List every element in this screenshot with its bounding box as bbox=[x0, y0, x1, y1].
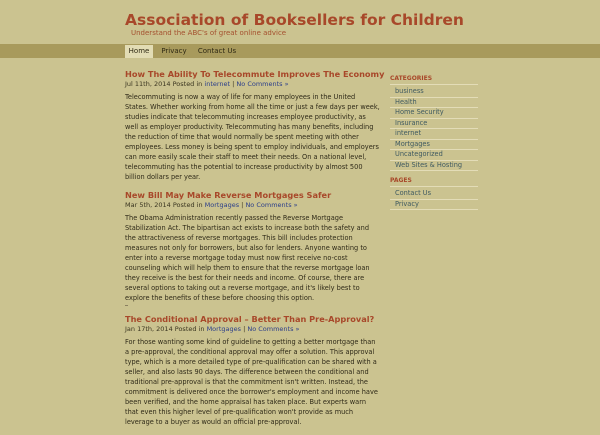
meta-separator: | bbox=[230, 80, 237, 88]
category-item-uncategorized[interactable]: Uncategorized bbox=[390, 150, 478, 161]
category-item-insurance[interactable]: Insurance bbox=[390, 119, 478, 130]
meta-separator: | bbox=[241, 325, 248, 333]
category-item-health[interactable]: Health bbox=[390, 98, 478, 109]
site-description: Understand the ABC's of great online advice bbox=[131, 29, 287, 37]
post-title[interactable]: The Conditional Approval – Better Than Pre-Approval? bbox=[125, 314, 375, 324]
post-category-link[interactable]: Mortgages bbox=[206, 325, 241, 333]
post-comments-link[interactable]: No Comments » bbox=[247, 325, 300, 333]
nav-contact-us[interactable]: Contact Us bbox=[197, 47, 237, 55]
main-nav bbox=[0, 44, 600, 58]
post-comments-link[interactable]: No Comments » bbox=[236, 80, 289, 88]
post bbox=[125, 190, 380, 306]
post-category-link[interactable]: Mortgages bbox=[204, 201, 240, 209]
meta-separator: | bbox=[239, 201, 246, 209]
site-title[interactable]: Association of Booksellers for Children bbox=[125, 11, 464, 29]
pages-list bbox=[390, 189, 478, 210]
category-item-mortgages[interactable]: Mortgages bbox=[390, 140, 478, 151]
categories-heading: CATEGORIES bbox=[390, 75, 478, 85]
category-item-internet[interactable]: internet bbox=[390, 129, 478, 140]
post bbox=[125, 314, 380, 427]
post-body: Telecommuting is now a way of life for many employees in the United States. Whether working from home all the time or just a few days per week, studies indicate that telecommuting increases employee productivity, as well as employer productivity. Telecommuting has many benefits, including the reduction of time that would normally be spent meeting with other employees. Less money is being spent to employ individuals, and employers can more easily scale their staff to meet their needs. On a national level, telecommuting has the potential to increase productivity by almost 500 billion dollars per year. bbox=[125, 93, 380, 181]
post bbox=[125, 69, 385, 182]
post-date: Jan 17th, 2014 Posted in bbox=[125, 325, 205, 333]
page-item-privacy[interactable]: Privacy bbox=[390, 200, 478, 211]
nav-privacy[interactable]: Privacy bbox=[161, 47, 187, 55]
post-title[interactable]: New Bill May Make Reverse Mortgages Safer bbox=[125, 190, 332, 200]
post-divider bbox=[125, 305, 128, 306]
post-category-link[interactable]: internet bbox=[204, 80, 231, 88]
post-date: Mar 5th, 2014 Posted in bbox=[125, 201, 203, 209]
nav-home[interactable]: Home bbox=[125, 45, 153, 58]
post-meta bbox=[125, 324, 380, 334]
post-title[interactable]: How The Ability To Telecommute Improves The Economy bbox=[125, 69, 385, 79]
category-item-web-sites-hosting[interactable]: Web Sites & Hosting bbox=[390, 161, 478, 172]
page-item-contact-us[interactable]: Contact Us bbox=[390, 189, 478, 200]
category-item-home-security[interactable]: Home Security bbox=[390, 108, 478, 119]
post-meta bbox=[125, 200, 380, 210]
post-body: For those wanting some kind of guideline to getting a better mortgage than a pre-approval, the conditional approval may offer a solution. This approval type, which is a more detailed type of pre-qualification can be shared with a seller, and also lasts 90 days. The difference between the conditional and traditional pre-approval is that the commitment isn't written. Instead, the commitment is delivered once the borrower's employment and income have been verified, and the home appraisal has taken place. But experts warn that even this higher level of pre-qualification won't provide as much leverage to a buyer as would an official pre-approval. bbox=[125, 338, 378, 426]
pages-heading: PAGES bbox=[390, 177, 478, 187]
post-meta bbox=[125, 79, 380, 89]
site-header bbox=[0, 0, 600, 44]
category-item-business[interactable]: business bbox=[390, 87, 478, 98]
post-body: The Obama Administration recently passed the Reverse Mortgage Stabilization Act. The bipartisan act exists to increase both the safety and the attractiveness of reverse mortgages. This bill includes protection measures not only for borrowers, but also for lenders. Anyone wanting to enter into a reverse mortgage today must now first receive no-cost counseling which will help them to ensure that the reverse mortgage loan they receive is the best for their needs and income. Of course, there are several options to taking out a reverse mortgage, and it's likely best to explore the benefits of these before choosing this option. bbox=[125, 214, 370, 302]
categories-list bbox=[390, 87, 478, 171]
sidebar bbox=[390, 75, 478, 216]
post-comments-link[interactable]: No Comments » bbox=[245, 201, 298, 209]
post-date: Jul 11th, 2014 Posted in bbox=[125, 80, 203, 88]
post-list bbox=[125, 69, 385, 435]
